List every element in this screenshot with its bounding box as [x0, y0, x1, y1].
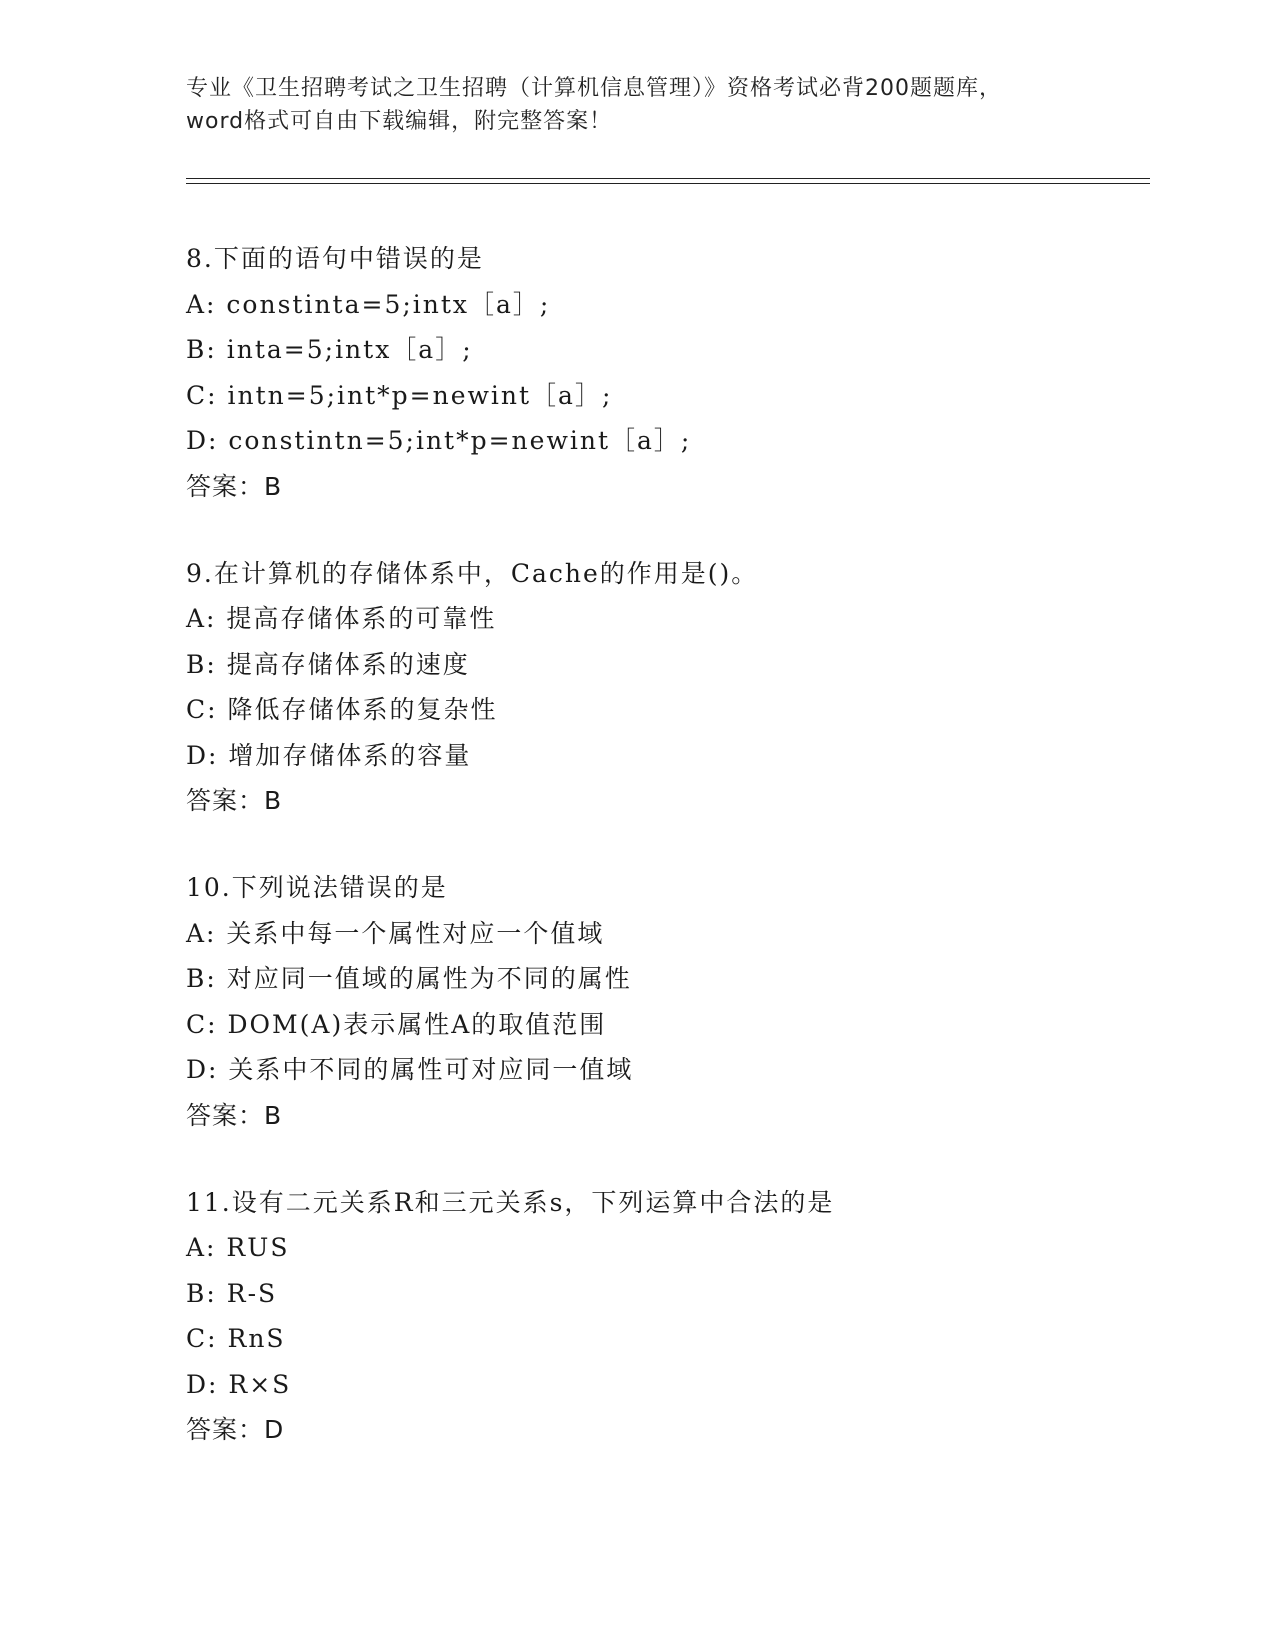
option-b: B: inta=5;intx［a］;: [186, 335, 473, 364]
option-c: C: 降低存储体系的复杂性: [186, 695, 498, 724]
header-line-1: 专业《卫生招聘考试之卫生招聘（计算机信息管理）》资格考试必背200题题库，: [186, 76, 1002, 101]
header-divider-bottom: [186, 183, 1150, 184]
question-stem: 10.下列说法错误的是: [186, 873, 448, 902]
question-stem: 11.设有二元关系R和三元关系s，下列运算中合法的是: [186, 1187, 835, 1217]
question-stem: 9.在计算机的存储体系中，Cache的作用是()。: [186, 558, 759, 588]
option-a: A: 关系中每一个属性对应一个值域: [186, 918, 605, 948]
question-list: [186, 236, 1146, 1494]
question-8: [186, 236, 1146, 509]
option-d: D: 关系中不同的属性可对应同一值域: [186, 1055, 634, 1084]
document-header: [186, 72, 1086, 138]
answer-line: 答案：B: [186, 471, 283, 501]
option-b: B: 提高存储体系的速度: [186, 649, 470, 679]
answer-line: 答案：B: [186, 786, 283, 815]
option-c: C: DOM(A)表示属性A的取值范围: [186, 1009, 607, 1039]
header-line-2: word格式可自由下载编辑，附完整答案！: [186, 109, 613, 134]
option-a: A: 提高存储体系的可靠性: [186, 604, 497, 633]
answer-line: 答案：D: [186, 1415, 285, 1444]
option-b: B: 对应同一值域的属性为不同的属性: [186, 964, 632, 993]
answer-line: 答案：B: [186, 1100, 283, 1130]
header-divider-top: [186, 178, 1150, 179]
option-c: C: intn=5;int*p=newint［a］;: [186, 380, 613, 410]
question-9: [186, 551, 1146, 824]
question-10: [186, 865, 1146, 1138]
option-c: C: RnS: [186, 1324, 286, 1353]
option-d: D: constintn=5;int*p=newint［a］;: [186, 426, 692, 455]
question-11: [186, 1180, 1146, 1453]
option-d: D: R×S: [186, 1369, 292, 1399]
question-stem: 8.下面的语句中错误的是: [186, 244, 484, 273]
option-a: A: RUS: [186, 1233, 290, 1262]
option-a: A: constinta=5;intx［a］;: [186, 289, 551, 319]
option-d: D: 增加存储体系的容量: [186, 740, 472, 770]
option-b: B: R-S: [186, 1278, 278, 1308]
